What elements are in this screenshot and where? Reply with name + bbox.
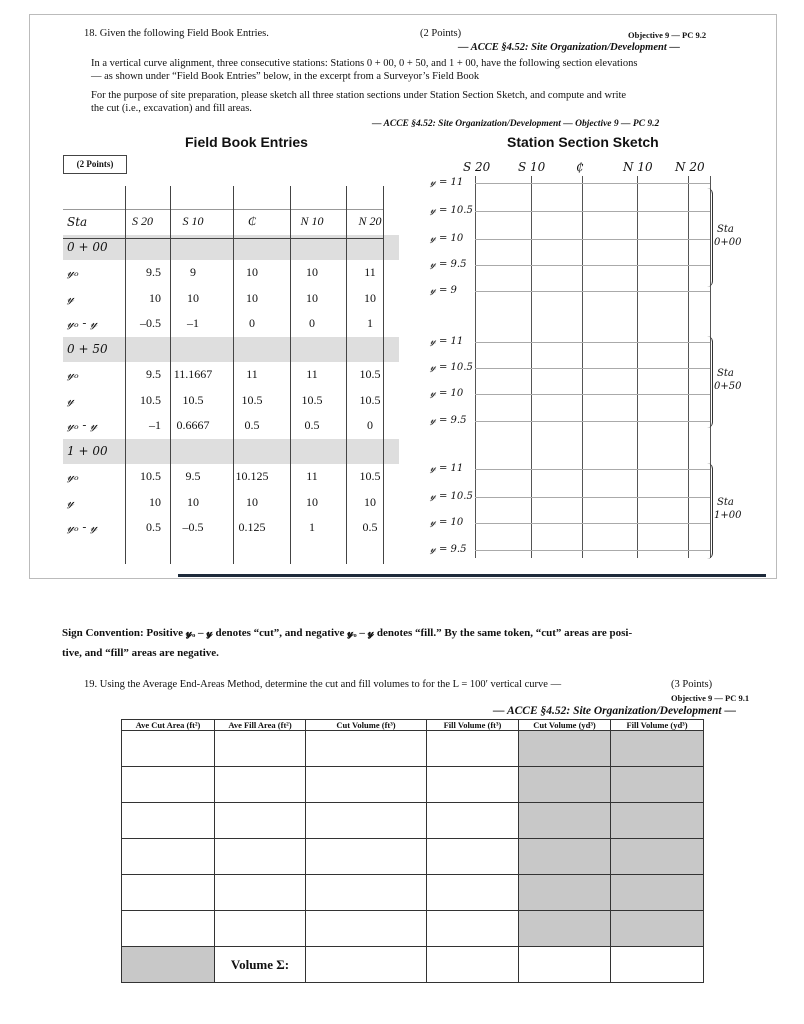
station-brace: [706, 336, 713, 428]
fb-cell: –1: [149, 418, 161, 433]
sketch-column-label: ₵: [576, 160, 584, 174]
volume-total-cell[interactable]: [611, 947, 704, 983]
volume-header-cell: Cut Volume (ft³): [306, 720, 427, 731]
station-label-value: 0+00: [714, 237, 742, 248]
volume-answer-cell[interactable]: [122, 767, 215, 803]
field-book-heading: Field Book Entries: [185, 134, 308, 150]
fb-cell: 0.5: [146, 520, 161, 535]
elevation-line: [475, 469, 710, 470]
fb-row: [63, 388, 399, 414]
sketch-column-label: S 20: [463, 160, 491, 174]
volume-answer-cell[interactable]: [306, 731, 427, 767]
volume-total-row: [122, 947, 704, 983]
fb-header-line: [63, 238, 383, 239]
fb-cell: [165, 337, 221, 363]
fb-cell: 0.5: [304, 418, 320, 433]
fb-cell: 10.5: [359, 469, 381, 484]
volume-answer-cell[interactable]: [611, 875, 704, 911]
fb-row-label: 𝓎ₒ: [67, 265, 79, 280]
fb-row-label: 𝓎ₒ - 𝓎: [67, 520, 98, 535]
volume-answer-cell[interactable]: [306, 803, 427, 839]
fb-cell: 0.125: [238, 520, 266, 535]
q19-objective: Objective 9 — PC 9.1: [671, 693, 750, 703]
volume-header-cell: Fill Volume (ft³): [427, 720, 519, 731]
q18-para2-line2: the cut (i.e., excavation) and fill areas.: [91, 103, 252, 114]
volume-header-cell: Fill Volume (yd³): [611, 720, 704, 731]
elevation-label: 𝓎 = 10: [430, 388, 464, 399]
station-label-word: Sta: [717, 497, 734, 508]
fb-cell: 10.5: [301, 392, 323, 407]
fb-row-label: 𝓎: [67, 392, 74, 407]
fb-row-label: 0 + 50: [63, 337, 120, 363]
volume-answer-cell[interactable]: [519, 911, 611, 947]
station-label-value: 0+50: [714, 381, 742, 392]
volume-total-cell[interactable]: [519, 947, 611, 983]
volume-answer-cell[interactable]: [122, 803, 215, 839]
q18-title: 18. Given the following Field Book Entries.: [84, 28, 269, 39]
volume-answer-cell[interactable]: [215, 911, 306, 947]
station-brace: [706, 463, 713, 559]
station-label-value: 1+00: [714, 510, 742, 521]
volume-total-cell[interactable]: [427, 947, 519, 983]
volume-answer-cell[interactable]: [122, 731, 215, 767]
volume-answer-cell[interactable]: [306, 875, 427, 911]
volume-answer-cell[interactable]: [122, 911, 215, 947]
fb-grid-line: [383, 186, 384, 564]
fb-row: [63, 337, 399, 363]
sign-convention-line2: tive, and “fill” areas are negative.: [62, 647, 219, 659]
elevation-line: [475, 291, 710, 292]
elevation-label: 𝓎 = 10.5: [430, 205, 473, 216]
volume-answer-cell[interactable]: [215, 731, 306, 767]
fb-row: [63, 439, 399, 465]
volume-total-cell[interactable]: [306, 947, 427, 983]
fb-row: [63, 260, 399, 286]
volume-answer-cell[interactable]: [427, 731, 519, 767]
station-label-word: Sta: [717, 368, 734, 379]
fb-cell: 11.1667: [173, 367, 213, 382]
elevation-label: 𝓎 = 10: [430, 517, 464, 528]
volume-row: [122, 839, 704, 875]
volume-row: [122, 803, 704, 839]
fb-cell: 10.5: [140, 469, 161, 484]
fb-header-cell: ₵: [247, 214, 256, 229]
elevation-line: [475, 239, 710, 240]
elevation-line: [475, 497, 710, 498]
fb-cell: 0: [367, 418, 373, 433]
volume-answer-cell[interactable]: [306, 911, 427, 947]
volume-answer-cell[interactable]: [306, 839, 427, 875]
fb-row-label: 𝓎ₒ - 𝓎: [67, 418, 98, 433]
fb-top-line: [63, 209, 383, 210]
fb-row: [63, 464, 399, 490]
q19-acce: — ACCE §4.52: Site Organization/Development —: [493, 705, 737, 717]
fb-cell: 10: [364, 290, 376, 305]
volume-answer-cell[interactable]: [519, 839, 611, 875]
volume-answer-cell[interactable]: [611, 911, 704, 947]
fb-row-label: 𝓎ₒ: [67, 367, 79, 382]
fb-cell: 10: [306, 290, 318, 305]
volume-answer-cell[interactable]: [306, 767, 427, 803]
elevation-label: 𝓎 = 10: [430, 233, 464, 244]
fb-row: [63, 413, 399, 439]
fb-cell: 11: [306, 367, 318, 382]
fb-cell: 10: [246, 265, 258, 280]
elevation-line: [475, 550, 710, 551]
fb-cell: 1: [367, 316, 373, 331]
fb-cell: 0: [309, 316, 315, 331]
q18-para2-line1: For the purpose of site preparation, please sketch all three station sections under Station Section Sketch, and compute and write: [91, 90, 627, 101]
volume-answer-cell[interactable]: [519, 731, 611, 767]
fb-row-label: 𝓎: [67, 290, 74, 305]
fb-cell: 0.5: [362, 520, 378, 535]
volume-answer-cell[interactable]: [611, 731, 704, 767]
elevation-label: 𝓎 = 9: [430, 285, 457, 296]
sketch-grid-line: [688, 176, 689, 558]
fb-cell: 10: [246, 494, 258, 509]
fb-cell: 10: [187, 290, 199, 305]
volume-answer-cell[interactable]: [215, 803, 306, 839]
sketch-column-label: S 10: [518, 160, 546, 174]
station-label-word: Sta: [717, 224, 734, 235]
volume-row: [122, 731, 704, 767]
fb-grid-line: [290, 186, 291, 564]
volume-header-cell: Ave Cut Area (ft²): [122, 720, 215, 731]
fb-header-cell: Sta: [67, 214, 88, 229]
elevation-line: [475, 342, 710, 343]
fb-cell: 0: [249, 316, 255, 331]
fb-row-label: 0 + 00: [63, 235, 120, 261]
fb-cell: [165, 439, 221, 465]
fb-cell: [341, 337, 399, 363]
volume-answer-cell[interactable]: [427, 767, 519, 803]
fb-row: [63, 490, 399, 516]
fb-cell: 0.5: [244, 418, 260, 433]
sign-convention-line1: Sign Convention: Positive 𝓎ₒ – 𝓎 denotes “cut”, and negative 𝓎ₒ – 𝓎 denotes “fill.” By the same token, “cut” areas are posi-: [62, 627, 633, 639]
volume-row: [122, 875, 704, 911]
fb-cell: [341, 439, 399, 465]
fb-cell: 10: [149, 290, 161, 305]
fb-header-cell: N 10: [300, 214, 324, 229]
fb-cell: [120, 439, 165, 465]
fb-header-cell: S 10: [182, 214, 204, 229]
fb-cell: 10: [306, 265, 318, 280]
volume-answer-cell[interactable]: [215, 875, 306, 911]
fb-grid-line: [125, 186, 126, 564]
station-sketch-heading: Station Section Sketch: [507, 134, 659, 150]
fb-cell: 10: [187, 494, 199, 509]
divider-bar: [178, 574, 766, 577]
volume-answer-cell[interactable]: [427, 911, 519, 947]
fb-cell: 9: [190, 265, 196, 280]
fb-row-label: 𝓎: [67, 494, 74, 509]
volume-answer-cell[interactable]: [611, 803, 704, 839]
fb-cell: 10.5: [359, 392, 381, 407]
station-brace: [706, 188, 713, 287]
volume-answer-cell[interactable]: [215, 839, 306, 875]
q18-acce: — ACCE §4.52: Site Organization/Development —: [458, 42, 680, 53]
volume-header-cell: Ave Fill Area (ft²): [215, 720, 306, 731]
fb-row: [63, 311, 399, 337]
points-box: (2 Points): [63, 155, 127, 174]
elevation-line: [475, 211, 710, 212]
fb-header-cell: N 20: [358, 214, 382, 229]
volume-answer-cell[interactable]: [122, 875, 215, 911]
sketch-column-label: N 20: [675, 160, 705, 174]
volume-answer-cell[interactable]: [122, 839, 215, 875]
fb-header-row: [63, 209, 399, 235]
volume-answer-cell[interactable]: [611, 839, 704, 875]
fb-row-label: 1 + 00: [63, 439, 120, 465]
q18-points: (2 Points): [420, 28, 462, 39]
fb-grid-line: [233, 186, 234, 564]
elevation-line: [475, 368, 710, 369]
fb-cell: 0.6667: [176, 418, 210, 433]
elevation-label: 𝓎 = 11: [430, 463, 464, 474]
sketch-grid-line: [637, 176, 638, 558]
volume-answer-cell[interactable]: [519, 767, 611, 803]
fb-cell: 10.125: [235, 469, 269, 484]
fb-cell: –0.5: [182, 520, 204, 535]
q19-points: (3 Points): [671, 679, 713, 690]
fb-cell: 10: [149, 494, 161, 509]
sketch-column-label: N 10: [623, 160, 653, 174]
elevation-label: 𝓎 = 9.5: [430, 544, 467, 555]
sketch-grid-line: [582, 176, 583, 558]
volume-answer-cell[interactable]: [611, 767, 704, 803]
q18-para1-line2: — as shown under “Field Book Entries” below, in the excerpt from a Surveyor’s Field Book: [91, 71, 480, 82]
fb-cell: 10: [306, 494, 318, 509]
fb-cell: 9.5: [185, 469, 201, 484]
fb-cell: 10: [364, 494, 376, 509]
volume-table: [121, 719, 704, 983]
fb-header-cell: S 20: [132, 214, 153, 229]
q18-objective: Objective 9 — PC 9.2: [628, 30, 707, 40]
fb-cell: 11: [364, 265, 376, 280]
fb-grid-line: [170, 186, 171, 564]
elevation-line: [475, 394, 710, 395]
elevation-line: [475, 523, 710, 524]
fb-grid-line: [346, 186, 347, 564]
fb-cell: 1: [309, 520, 315, 535]
elevation-line: [475, 265, 710, 266]
fb-cell: [221, 439, 283, 465]
fb-cell: 10.5: [140, 392, 161, 407]
elevation-line: [475, 183, 710, 184]
fb-cell: 10.5: [359, 367, 381, 382]
fb-cell: –1: [187, 316, 199, 331]
fb-cell: 11: [246, 367, 258, 382]
elevation-label: 𝓎 = 11: [430, 177, 464, 188]
fb-cell: 9.5: [146, 265, 161, 280]
fb-cell: 10.5: [182, 392, 204, 407]
fb-cell: 10.5: [241, 392, 263, 407]
fb-row: [63, 362, 399, 388]
volume-answer-cell[interactable]: [427, 839, 519, 875]
elevation-label: 𝓎 = 11: [430, 336, 464, 347]
volume-answer-cell[interactable]: [427, 803, 519, 839]
fb-cell: 9.5: [146, 367, 161, 382]
volume-answer-cell[interactable]: [215, 767, 306, 803]
elevation-line: [475, 421, 710, 422]
volume-row: [122, 911, 704, 947]
fb-row: [63, 286, 399, 312]
q18-para1-line1: In a vertical curve alignment, three consecutive stations: Stations 0 + 00, 0 + 50, and 1 + 00, have the following section elevations: [91, 58, 638, 69]
fb-cell: –0.5: [140, 316, 161, 331]
volume-header-cell: Cut Volume (yd³): [519, 720, 611, 731]
elevation-label: 𝓎 = 10.5: [430, 491, 473, 502]
fb-cell: [283, 337, 341, 363]
fb-cell: 11: [306, 469, 318, 484]
fb-cell: [283, 439, 341, 465]
fb-cell: [221, 337, 283, 363]
volume-total-label: Volume Σ:: [215, 947, 306, 983]
elevation-label: 𝓎 = 10.5: [430, 362, 473, 373]
volume-answer-cell[interactable]: [427, 875, 519, 911]
fb-row-label: 𝓎ₒ: [67, 469, 79, 484]
elevation-label: 𝓎 = 9.5: [430, 259, 467, 270]
volume-answer-cell[interactable]: [519, 875, 611, 911]
volume-total-blank: [122, 947, 215, 983]
elevation-label: 𝓎 = 9.5: [430, 415, 467, 426]
sketch-grid-line: [475, 176, 476, 558]
fb-row: [63, 515, 399, 541]
volume-row: [122, 767, 704, 803]
fb-row-label: 𝓎ₒ - 𝓎: [67, 316, 98, 331]
acce-objective-line: — ACCE §4.52: Site Organization/Development — Objective 9 — PC 9.2: [372, 119, 660, 129]
fb-cell: [120, 337, 165, 363]
fb-cell: 10: [246, 290, 258, 305]
q19-text: 19. Using the Average End-Areas Method, determine the cut and fill volumes to for the L = 100′ vertical curve —: [84, 679, 562, 690]
volume-answer-cell[interactable]: [519, 803, 611, 839]
field-book-table: [63, 209, 399, 541]
sketch-grid-line: [531, 176, 532, 558]
